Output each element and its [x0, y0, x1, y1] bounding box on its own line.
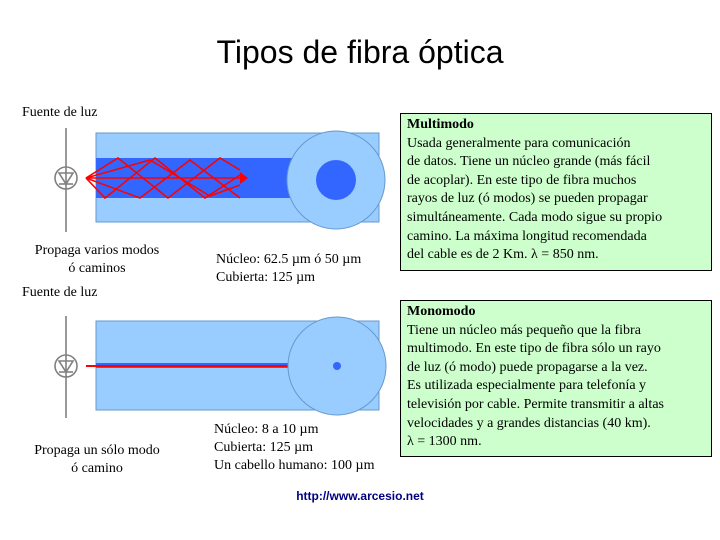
- singlemode-spec: [214, 421, 374, 475]
- singlemode-spec-line: Núcleo: 8 a 10 µm: [214, 422, 319, 437]
- multimode-box-line: Usada generalmente para comunicación: [407, 135, 631, 151]
- singlemode-cross-section: [288, 317, 386, 415]
- multimode-caption-line: ó caminos: [68, 261, 126, 276]
- multimode-caption: [22, 242, 172, 278]
- singlemode-spec-line: Cubierta: 125 µm: [214, 440, 314, 455]
- singlemode-box-line: Es utilizada especialmente para telefonía y: [407, 378, 647, 394]
- multimode-box-line: de datos. Tiene un núcleo grande (más fácil: [407, 154, 651, 170]
- singlemode-box-line: multimodo. En este tipo de fibra sólo un rayo: [407, 341, 661, 357]
- multimode-spec-line: Cubierta: 125 µm: [216, 270, 316, 285]
- multimode-box-line: de acoplar). En este tipo de fibra muchos: [407, 172, 637, 188]
- singlemode-core-circle: [333, 362, 341, 370]
- footer-url: http://www.arcesio.net: [296, 489, 424, 503]
- multimode-box-line: simultáneamente. Cada modo sigue su propio: [407, 209, 663, 225]
- multimode-box-line: del cable es de 2 Km. λ = 850 nm.: [407, 247, 599, 263]
- multimode-box-title: Multimodo: [407, 117, 474, 132]
- singlemode-source-label: Fuente de luz: [22, 285, 98, 300]
- multimode-box-line: rayos de luz (ó modos) se pueden propagar: [407, 191, 648, 207]
- multimode-box-line: camino. La máxima longitud recomendada: [407, 228, 647, 244]
- page-title: Tipos de fibra óptica: [216, 34, 504, 70]
- multimode-cross-section: [287, 131, 385, 229]
- singlemode-box-line: velocidades y a grandes distancias (40 km).: [407, 415, 651, 431]
- singlemode-caption: [22, 442, 172, 478]
- multimode-spec: [216, 251, 361, 287]
- multimode-description-box: [400, 113, 712, 271]
- singlemode-description-box: [400, 300, 712, 457]
- singlemode-caption-line: Propaga un sólo modo: [34, 443, 160, 458]
- multimode-core-circle: [316, 160, 356, 200]
- multimode-source-label: Fuente de luz: [22, 105, 98, 120]
- multimode-caption-line: Propaga varios modos: [34, 243, 160, 258]
- singlemode-box-line: λ = 1300 nm.: [407, 434, 482, 450]
- singlemode-light-source-icon: [55, 316, 77, 418]
- singlemode-box-line: televisión por cable. Permite transmitir a altas: [407, 396, 664, 412]
- singlemode-box-line: Tiene un núcleo más pequeño que la fibra: [407, 322, 641, 338]
- singlemode-box-title: Monomodo: [407, 304, 476, 319]
- singlemode-box-line: de luz (ó modo) puede propagarse a la vez.: [407, 359, 648, 375]
- multimode-light-source-icon: [55, 128, 77, 232]
- singlemode-spec-line: Un cabello humano: 100 µm: [214, 458, 375, 473]
- multimode-spec-line: Núcleo: 62.5 µm ó 50 µm: [216, 252, 362, 267]
- singlemode-caption-line: ó camino: [71, 461, 123, 476]
